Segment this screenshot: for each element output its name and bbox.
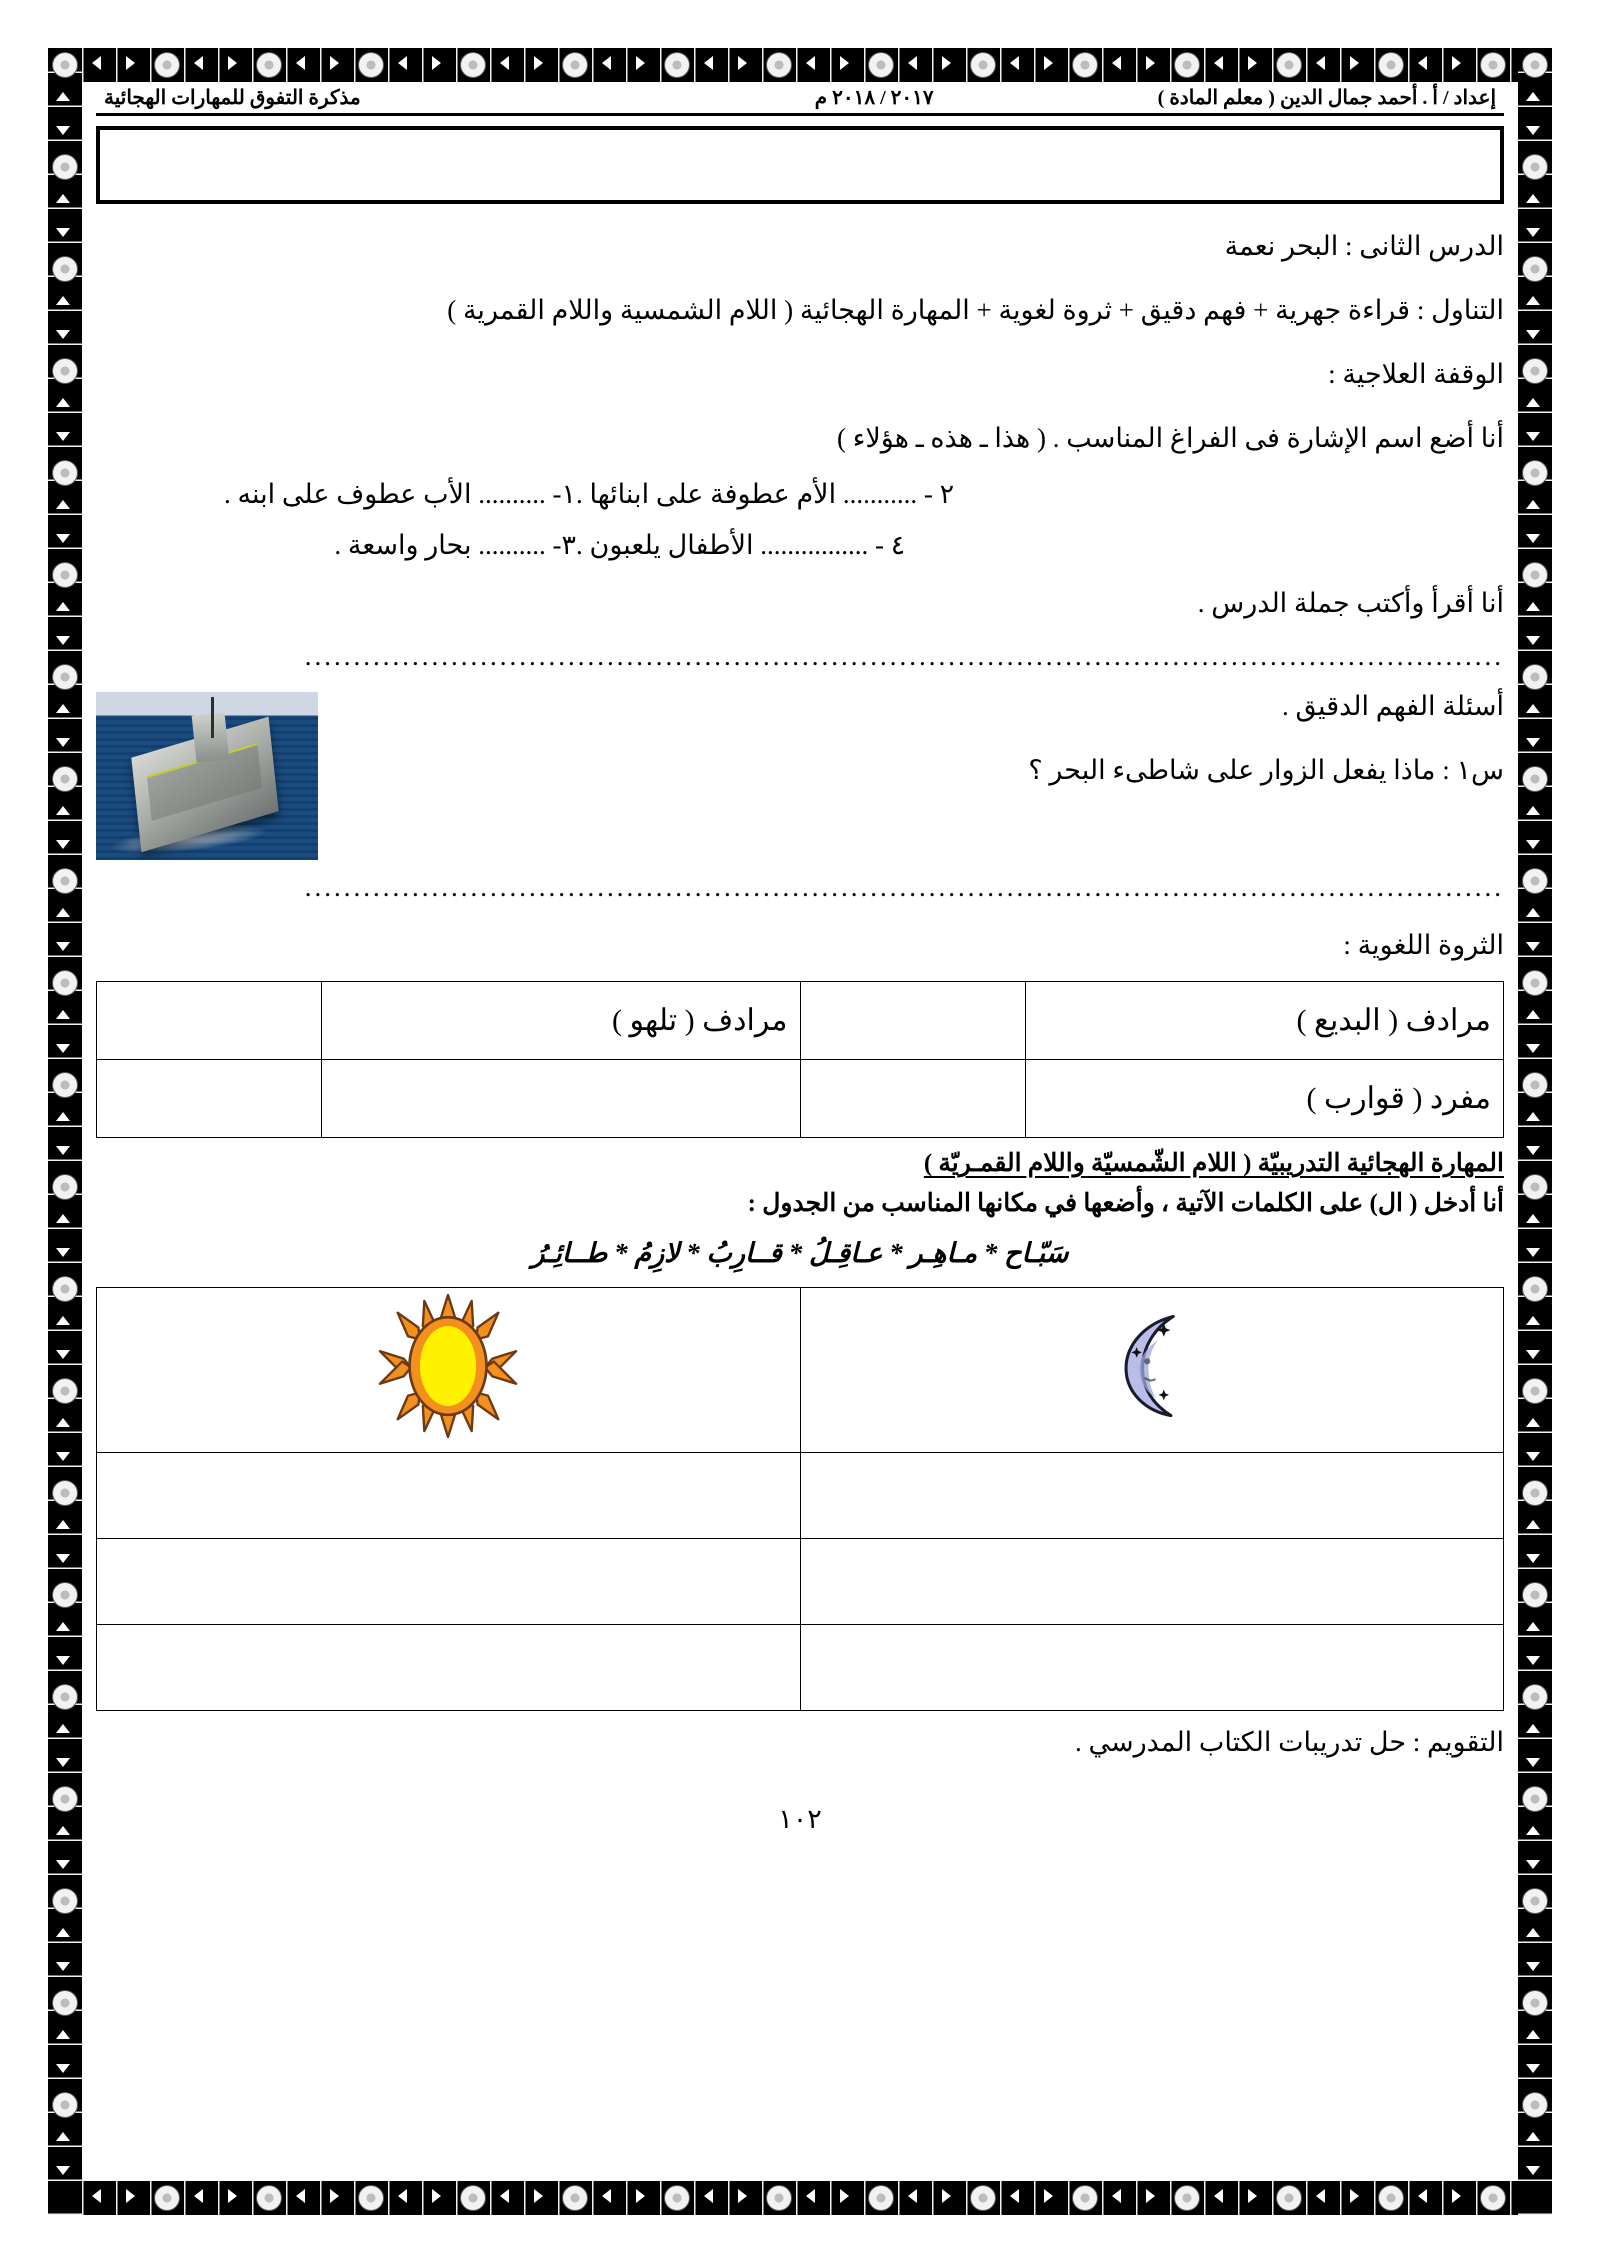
- frame-arrow-icon: [56, 1826, 70, 1835]
- frame-arrow-icon: [126, 2189, 135, 2203]
- frame-flower-icon: [1522, 1684, 1548, 1710]
- frame-arrow-icon: [1526, 1044, 1540, 1053]
- frame-arrow-icon: [56, 2132, 70, 2141]
- frame-arrow-icon: [56, 1010, 70, 1019]
- frame-flower-icon: [52, 154, 78, 180]
- frame-arrow-icon: [1526, 636, 1540, 645]
- frame-arrow-icon: [908, 56, 917, 70]
- frame-flower-icon: [1522, 52, 1548, 78]
- frame-flower-icon: [664, 2185, 690, 2211]
- frame-arrow-icon: [56, 1928, 70, 1937]
- page-header: [96, 86, 1504, 116]
- table-row: [97, 1453, 1504, 1539]
- exercise-2-num: ٢ -: [923, 479, 955, 510]
- title-entry-box[interactable]: [96, 126, 1504, 204]
- exercise-1-num: ١-: [552, 479, 576, 510]
- frame-flower-icon: [664, 52, 690, 78]
- frame-arrow-icon: [56, 1350, 70, 1359]
- frame-arrow-icon: [1526, 1928, 1540, 1937]
- exercise-2-text: ........... الأم عطوفة على ابنائها .: [576, 479, 918, 510]
- frame-flower-icon: [52, 1582, 78, 1608]
- comprehension-question: س١ : ماذا يفعل الزوار على شاطىء البحر ؟: [1028, 755, 1504, 786]
- frame-arrow-icon: [56, 1214, 70, 1223]
- frame-flower-icon: [52, 664, 78, 690]
- frame-arrow-icon: [1526, 1214, 1540, 1223]
- frame-arrow-icon: [56, 2030, 70, 2039]
- frame-flower-icon: [1378, 52, 1404, 78]
- frame-flower-icon: [154, 2185, 180, 2211]
- sun-icon: [373, 1292, 523, 1440]
- vocab-label-1: مرادف ( البديع ): [1025, 982, 1503, 1060]
- lam-answer-cell[interactable]: [97, 1539, 801, 1625]
- frame-arrow-icon: [840, 56, 849, 70]
- frame-arrow-icon: [56, 330, 70, 339]
- frame-arrow-icon: [1526, 1656, 1540, 1665]
- frame-flower-icon: [154, 52, 180, 78]
- frame-arrow-icon: [1520, 2189, 1529, 2203]
- frame-arrow-icon: [500, 56, 509, 70]
- exercise-3-text: .......... بحار واسعة .: [334, 530, 546, 561]
- vocab-answer-1[interactable]: [800, 982, 1025, 1060]
- frame-arrow-icon: [1350, 56, 1359, 70]
- comprehension-heading: أسئلة الفهم الدقيق .: [1282, 691, 1504, 722]
- exercise-1-text: .......... الأب عطوف على ابنه .: [224, 479, 546, 510]
- frame-arrow-icon: [1526, 126, 1540, 135]
- frame-arrow-icon: [1526, 1452, 1540, 1461]
- frame-flower-icon: [1522, 1072, 1548, 1098]
- frame-border-top: [48, 48, 1552, 82]
- frame-arrow-icon: [602, 2189, 611, 2203]
- vocab-label-2: مرادف ( تلهو ): [322, 982, 800, 1060]
- frame-arrow-icon: [398, 56, 407, 70]
- frame-flower-icon: [562, 52, 588, 78]
- frame-arrow-icon: [1010, 56, 1019, 70]
- header-title: مذكرة التفوق للمهارات الهجائية: [104, 87, 361, 109]
- frame-arrow-icon: [56, 1452, 70, 1461]
- frame-arrow-icon: [1520, 56, 1529, 70]
- frame-arrow-icon: [1526, 194, 1540, 203]
- frame-flower-icon: [970, 52, 996, 78]
- frame-arrow-icon: [56, 1316, 70, 1325]
- frame-flower-icon: [1276, 52, 1302, 78]
- frame-flower-icon: [256, 2185, 282, 2211]
- frame-arrow-icon: [738, 2189, 747, 2203]
- lesson-title: الدرس الثانى : البحر نعمة: [1224, 231, 1504, 261]
- exercise-item-1[interactable]: [96, 479, 576, 510]
- frame-arrow-icon: [942, 56, 951, 70]
- frame-arrow-icon: [1248, 56, 1257, 70]
- read-write-answer-line[interactable]: ...........................................................................................................................: [304, 641, 1504, 672]
- frame-flower-icon: [1522, 1378, 1548, 1404]
- frame-flower-icon: [766, 2185, 792, 2211]
- moon-icon: [1093, 1307, 1211, 1425]
- vocab-answer-3[interactable]: [800, 1060, 1025, 1138]
- frame-arrow-icon: [1044, 56, 1053, 70]
- frame-flower-icon: [1522, 1786, 1548, 1812]
- frame-arrow-icon: [806, 2189, 815, 2203]
- frame-arrow-icon: [1350, 2189, 1359, 2203]
- lam-answer-cell[interactable]: [800, 1453, 1504, 1539]
- lam-answer-cell[interactable]: [97, 1453, 801, 1539]
- lam-answer-cell[interactable]: [800, 1539, 1504, 1625]
- frame-arrow-icon: [908, 2189, 917, 2203]
- frame-arrow-icon: [1526, 1248, 1540, 1257]
- frame-flower-icon: [52, 1990, 78, 2016]
- frame-flower-icon: [52, 256, 78, 282]
- frame-arrow-icon: [1526, 1316, 1540, 1325]
- frame-arrow-icon: [1526, 942, 1540, 951]
- exercise-item-3[interactable]: [96, 530, 576, 561]
- frame-arrow-icon: [1526, 908, 1540, 917]
- remedial-instruction: أنا أضع اسم الإشارة فى الفراغ المناسب . ( هذا ـ هذه ـ هؤلاء ): [836, 422, 1504, 453]
- frame-flower-icon: [460, 2185, 486, 2211]
- frame-arrow-icon: [1418, 56, 1427, 70]
- frame-flower-icon: [52, 358, 78, 384]
- frame-arrow-icon: [1526, 92, 1540, 101]
- frame-flower-icon: [52, 562, 78, 588]
- frame-arrow-icon: [1526, 398, 1540, 407]
- frame-arrow-icon: [1526, 1962, 1540, 1971]
- frame-arrow-icon: [1146, 56, 1155, 70]
- frame-flower-icon: [562, 2185, 588, 2211]
- frame-flower-icon: [1522, 970, 1548, 996]
- frame-arrow-icon: [56, 296, 70, 305]
- frame-flower-icon: [1522, 2092, 1548, 2118]
- page-number: ١٠٢: [778, 1804, 822, 1835]
- frame-arrow-icon: [1526, 738, 1540, 747]
- frame-arrow-icon: [1526, 840, 1540, 849]
- frame-arrow-icon: [1526, 2166, 1540, 2175]
- frame-arrow-icon: [398, 2189, 407, 2203]
- frame-arrow-icon: [330, 56, 339, 70]
- frame-arrow-icon: [1526, 1826, 1540, 1835]
- frame-flower-icon: [52, 52, 78, 78]
- frame-arrow-icon: [126, 56, 135, 70]
- exercise-row-1: [96, 479, 1504, 510]
- lam-answer-cell[interactable]: [97, 1625, 801, 1711]
- frame-flower-icon: [868, 52, 894, 78]
- frame-arrow-icon: [1526, 1860, 1540, 1869]
- table-row: [97, 1288, 1504, 1453]
- frame-arrow-icon: [1452, 56, 1461, 70]
- frame-arrow-icon: [1044, 2189, 1053, 2203]
- frame-arrow-icon: [194, 56, 203, 70]
- frame-arrow-icon: [500, 2189, 509, 2203]
- frame-flower-icon: [52, 1174, 78, 1200]
- frame-flower-icon: [52, 1888, 78, 1914]
- frame-flower-icon: [1072, 2185, 1098, 2211]
- frame-flower-icon: [256, 52, 282, 78]
- frame-flower-icon: [1072, 52, 1098, 78]
- table-row: [97, 1060, 1504, 1138]
- frame-arrow-icon: [56, 704, 70, 713]
- table-row: [97, 1625, 1504, 1711]
- frame-flower-icon: [358, 2185, 384, 2211]
- frame-arrow-icon: [296, 2189, 305, 2203]
- frame-flower-icon: [1522, 766, 1548, 792]
- frame-flower-icon: [358, 52, 384, 78]
- frame-arrow-icon: [1526, 1350, 1540, 1359]
- frame-arrow-icon: [1418, 2189, 1427, 2203]
- frame-arrow-icon: [1526, 1724, 1540, 1733]
- evaluation-text: التقويم : حل تدريبات الكتاب المدرسي .: [1075, 1727, 1504, 1758]
- frame-arrow-icon: [1526, 1010, 1540, 1019]
- lesson-approach: التناول : قراءة جهرية + فهم دقيق + ثروة لغوية + المهارة الهجائية ( اللام الشمسية واللام القمرية ): [447, 294, 1504, 325]
- frame-arrow-icon: [56, 908, 70, 917]
- frame-flower-icon: [1522, 256, 1548, 282]
- vocab-label-3: مفرد ( قوارب ): [1025, 1060, 1503, 1138]
- frame-arrow-icon: [92, 2189, 101, 2203]
- frame-arrow-icon: [1526, 534, 1540, 543]
- frame-flower-icon: [1522, 1276, 1548, 1302]
- frame-flower-icon: [1378, 2185, 1404, 2211]
- frame-arrow-icon: [534, 56, 543, 70]
- frame-flower-icon: [52, 1072, 78, 1098]
- frame-arrow-icon: [1526, 432, 1540, 441]
- frame-flower-icon: [52, 1684, 78, 1710]
- vocab-label-4[interactable]: [322, 1060, 800, 1138]
- frame-arrow-icon: [56, 432, 70, 441]
- frame-arrow-icon: [432, 2189, 441, 2203]
- exercise-4-num: ٤ -: [875, 530, 906, 561]
- frame-arrow-icon: [1526, 330, 1540, 339]
- frame-arrow-icon: [1452, 2189, 1461, 2203]
- frame-flower-icon: [1522, 1990, 1548, 2016]
- sun-cell: [97, 1288, 801, 1453]
- frame-arrow-icon: [1248, 2189, 1257, 2203]
- frame-flower-icon: [1480, 52, 1506, 78]
- frame-arrow-icon: [228, 56, 237, 70]
- frame-arrow-icon: [56, 500, 70, 509]
- frame-flower-icon: [52, 1786, 78, 1812]
- frame-arrow-icon: [56, 1962, 70, 1971]
- frame-arrow-icon: [56, 1044, 70, 1053]
- frame-arrow-icon: [1526, 2030, 1540, 2039]
- frame-arrow-icon: [1010, 2189, 1019, 2203]
- frame-arrow-icon: [1526, 1622, 1540, 1631]
- frame-flower-icon: [766, 52, 792, 78]
- frame-arrow-icon: [1146, 2189, 1155, 2203]
- frame-arrow-icon: [1526, 1758, 1540, 1767]
- header-author: إعداد / أ . أحمد جمال الدين ( معلم المادة ): [1157, 87, 1496, 109]
- frame-flower-icon: [1480, 2185, 1506, 2211]
- frame-arrow-icon: [1526, 1146, 1540, 1155]
- frame-arrow-icon: [296, 56, 305, 70]
- exercise-3-num: ٣-: [552, 530, 576, 561]
- frame-flower-icon: [460, 52, 486, 78]
- frame-arrow-icon: [1316, 2189, 1325, 2203]
- frame-arrow-icon: [602, 56, 611, 70]
- frame-arrow-icon: [704, 2189, 713, 2203]
- frame-arrow-icon: [194, 2189, 203, 2203]
- frame-arrow-icon: [56, 92, 70, 101]
- lam-answer-cell[interactable]: [800, 1625, 1504, 1711]
- frame-arrow-icon: [56, 738, 70, 747]
- vocab-answer-2[interactable]: [97, 982, 322, 1060]
- frame-flower-icon: [1522, 358, 1548, 384]
- frame-arrow-icon: [1526, 500, 1540, 509]
- frame-flower-icon: [1522, 1480, 1548, 1506]
- frame-flower-icon: [1522, 1174, 1548, 1200]
- frame-arrow-icon: [1214, 2189, 1223, 2203]
- frame-arrow-icon: [56, 534, 70, 543]
- frame-arrow-icon: [56, 1860, 70, 1869]
- frame-flower-icon: [1174, 52, 1200, 78]
- moon-cell: [800, 1288, 1504, 1453]
- frame-flower-icon: [52, 52, 78, 78]
- frame-arrow-icon: [56, 398, 70, 407]
- frame-arrow-icon: [1112, 2189, 1121, 2203]
- frame-arrow-icon: [56, 840, 70, 849]
- frame-arrow-icon: [56, 806, 70, 815]
- lam-sorting-table: [96, 1287, 1504, 1711]
- frame-flower-icon: [52, 1480, 78, 1506]
- frame-arrow-icon: [56, 1418, 70, 1427]
- frame-flower-icon: [1522, 1582, 1548, 1608]
- frame-arrow-icon: [56, 1622, 70, 1631]
- frame-arrow-icon: [56, 2064, 70, 2073]
- header-year: ٢٠١٧ / ٢٠١٨ م: [814, 87, 934, 109]
- frame-flower-icon: [1522, 460, 1548, 486]
- frame-arrow-icon: [738, 56, 747, 70]
- frame-arrow-icon: [56, 636, 70, 645]
- read-write-instruction: أنا أقرأ وأكتب جملة الدرس .: [1197, 588, 1504, 619]
- vocabulary-table: [96, 981, 1504, 1138]
- frame-arrow-icon: [56, 1520, 70, 1529]
- frame-arrow-icon: [1214, 56, 1223, 70]
- frame-arrow-icon: [1526, 2064, 1540, 2073]
- vocab-answer-4[interactable]: [97, 1060, 322, 1138]
- frame-arrow-icon: [56, 1248, 70, 1257]
- frame-flower-icon: [970, 2185, 996, 2211]
- exercise-item-4[interactable]: [576, 530, 905, 561]
- frame-arrow-icon: [840, 2189, 849, 2203]
- frame-flower-icon: [1276, 2185, 1302, 2211]
- frame-border-right: [1518, 48, 1552, 2215]
- frame-arrow-icon: [534, 2189, 543, 2203]
- frame-arrow-icon: [56, 1146, 70, 1155]
- frame-arrow-icon: [56, 1554, 70, 1563]
- frame-arrow-icon: [1526, 1520, 1540, 1529]
- exercise-4-text: ................ الأطفال يلعبون .: [576, 530, 869, 561]
- frame-arrow-icon: [1526, 704, 1540, 713]
- remedial-heading: الوقفة العلاجية :: [1328, 358, 1504, 389]
- frame-flower-icon: [52, 2185, 78, 2211]
- frame-arrow-icon: [330, 2189, 339, 2203]
- frame-flower-icon: [52, 1378, 78, 1404]
- frame-border-bottom: [48, 2181, 1552, 2215]
- frame-flower-icon: [1522, 154, 1548, 180]
- frame-arrow-icon: [56, 1724, 70, 1733]
- exercise-item-2[interactable]: [576, 479, 954, 510]
- frame-arrow-icon: [56, 942, 70, 951]
- frame-arrow-icon: [636, 2189, 645, 2203]
- frame-flower-icon: [52, 2092, 78, 2118]
- spelling-skill-instruction: أنا أدخل ( ال) على الكلمات الآتية ، وأضعها في مكانها المناسب من الجدول :: [747, 1190, 1504, 1218]
- frame-arrow-icon: [1526, 1418, 1540, 1427]
- spelling-word-list: سَبّـاح * مـاهِـر * عـاقِـلُ * قــارِبُ * لازِمُ * طــائِـرُ: [531, 1238, 1069, 1269]
- frame-arrow-icon: [1526, 228, 1540, 237]
- frame-arrow-icon: [56, 1656, 70, 1665]
- frame-arrow-icon: [56, 2166, 70, 2175]
- frame-arrow-icon: [1526, 1554, 1540, 1563]
- frame-flower-icon: [868, 2185, 894, 2211]
- frame-arrow-icon: [1526, 806, 1540, 815]
- frame-flower-icon: [1522, 868, 1548, 894]
- frame-flower-icon: [1522, 1888, 1548, 1914]
- frame-arrow-icon: [56, 602, 70, 611]
- frame-arrow-icon: [942, 2189, 951, 2203]
- frame-arrow-icon: [56, 228, 70, 237]
- frame-arrow-icon: [1526, 1112, 1540, 1121]
- frame-arrow-icon: [1526, 2132, 1540, 2141]
- frame-flower-icon: [1174, 2185, 1200, 2211]
- frame-arrow-icon: [56, 1758, 70, 1767]
- table-row: [97, 982, 1504, 1060]
- page-content: [96, 86, 1504, 1835]
- frame-arrow-icon: [1526, 602, 1540, 611]
- frame-arrow-icon: [1112, 56, 1121, 70]
- frame-flower-icon: [52, 1276, 78, 1302]
- comprehension-answer-line[interactable]: ...........................................................................................................................: [304, 872, 1504, 903]
- frame-arrow-icon: [228, 2189, 237, 2203]
- frame-arrow-icon: [56, 194, 70, 203]
- frame-arrow-icon: [806, 56, 815, 70]
- frame-arrow-icon: [92, 56, 101, 70]
- frame-arrow-icon: [636, 56, 645, 70]
- comprehension-section: [96, 686, 1504, 856]
- frame-border-left: [48, 48, 82, 2215]
- frame-flower-icon: [52, 970, 78, 996]
- frame-arrow-icon: [56, 126, 70, 135]
- frame-arrow-icon: [1526, 296, 1540, 305]
- frame-arrow-icon: [432, 56, 441, 70]
- frame-arrow-icon: [704, 56, 713, 70]
- frame-flower-icon: [52, 460, 78, 486]
- frame-arrow-icon: [56, 1112, 70, 1121]
- exercise-row-2: [96, 530, 1504, 561]
- vocabulary-heading: الثروة اللغوية :: [1343, 930, 1504, 961]
- frame-arrow-icon: [1316, 56, 1325, 70]
- frame-flower-icon: [52, 766, 78, 792]
- table-row: [97, 1539, 1504, 1625]
- spelling-skill-title: المهارة الهجائية التدريبيّة ( اللام الشّمسيّة واللام القمـريّة ): [923, 1150, 1504, 1178]
- frame-flower-icon: [1522, 664, 1548, 690]
- frame-flower-icon: [52, 868, 78, 894]
- frame-flower-icon: [1522, 562, 1548, 588]
